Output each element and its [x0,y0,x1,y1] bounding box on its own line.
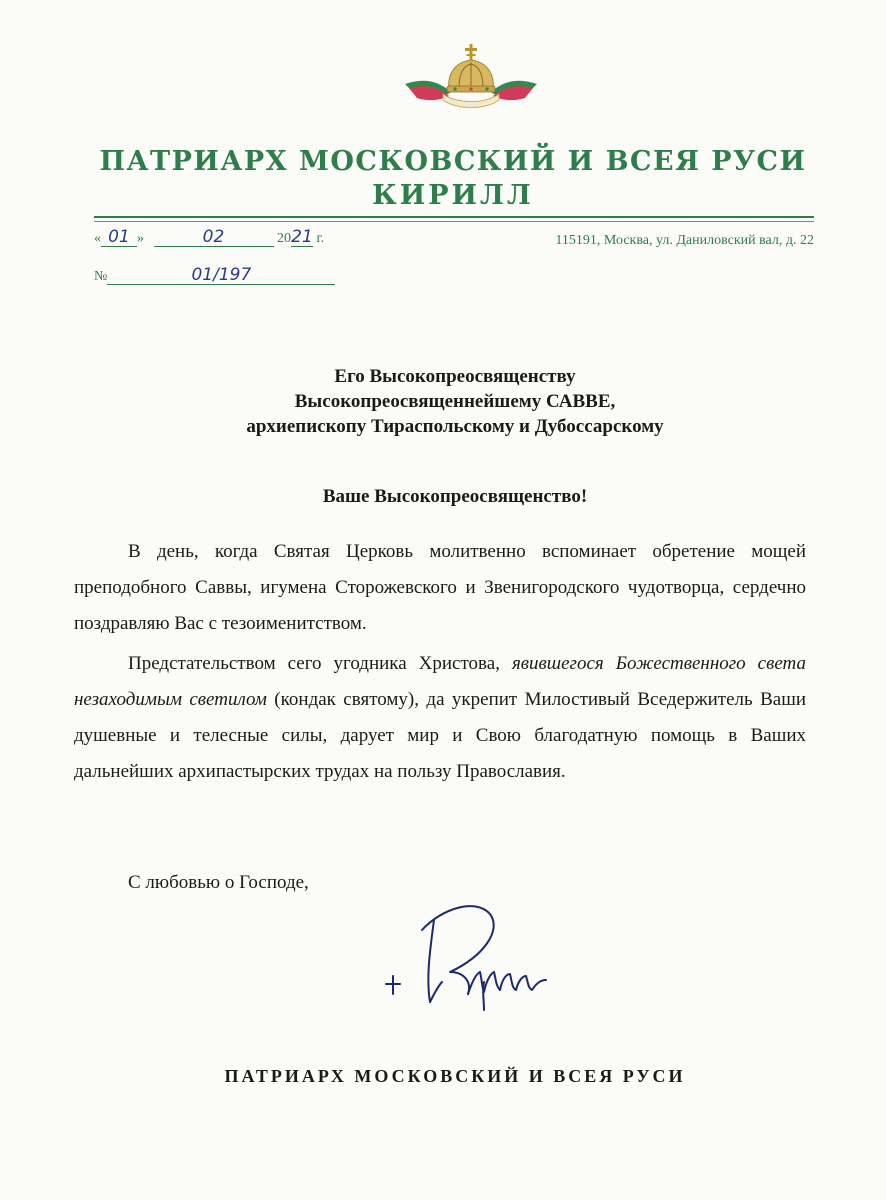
paragraph-end: (кондак святому), да укрепит Милостивый Вседержитель Ваши душевные и телесные силы, дарует мир и Свою благодатную помощь в Ваших дальнейших архипастырских трудах на пользу Православия. [74,689,806,782]
date-open-quote: « [94,231,101,246]
footer-title: ПАТРИАРХ МОСКОВСКИЙ И ВСЕЯ РУСИ [224,1066,686,1086]
number-value: 01/197 [107,266,335,285]
date-close-quote: » [137,231,144,246]
letterhead-rule [94,216,814,218]
paragraph-text: В день, когда Святая Церковь молитвенно вспоминает обретение мощей преподобного Саввы, игумена Сторожевского и Звенигородского чудотворца, сердечно поздравляю Вас с тезоименитством. [74,541,806,634]
date-year-prefix: 20 [277,231,291,246]
paragraph-quote: явившегося Божественного света незаходимым светилом [74,653,806,710]
date-field [94,228,324,247]
addressee-line: Высокопреосвященнейшему САВВЕ, [294,391,616,412]
handwritten-signature-icon [372,890,572,1020]
date-year-unit: г. [313,231,325,246]
number-label: № [94,269,108,284]
date-day: 01 [101,228,137,247]
paragraph-start: Предстательством сего угодника Христова, [128,653,512,674]
letterhead-title: ПАТРИАРХ МОСКОВСКИЙ И ВСЕЯ РУСИ [99,146,807,177]
paragraph-text [74,646,806,790]
date-year-suffix: 21 [291,227,313,247]
date-month: 02 [154,228,274,247]
letterhead-rule-thin [94,221,814,222]
body-paragraph [74,534,806,642]
closing-phrase: С любовью о Господе, [128,872,309,893]
number-field [94,266,335,285]
addressee-line: архиепископу Тираспольскому и Дубоссарскому [246,416,664,437]
letterhead-name: КИРИЛЛ [372,180,534,211]
addressee-block [0,364,886,439]
patriarch-crown-crest-icon [403,40,539,112]
address: 115191, Москва, ул. Даниловский вал, д. 22 [555,233,814,248]
greeting: Ваше Высокопреосвященство! [322,486,588,507]
body-paragraph [74,646,806,790]
addressee-line: Его Высокопреосвященству [334,366,576,387]
